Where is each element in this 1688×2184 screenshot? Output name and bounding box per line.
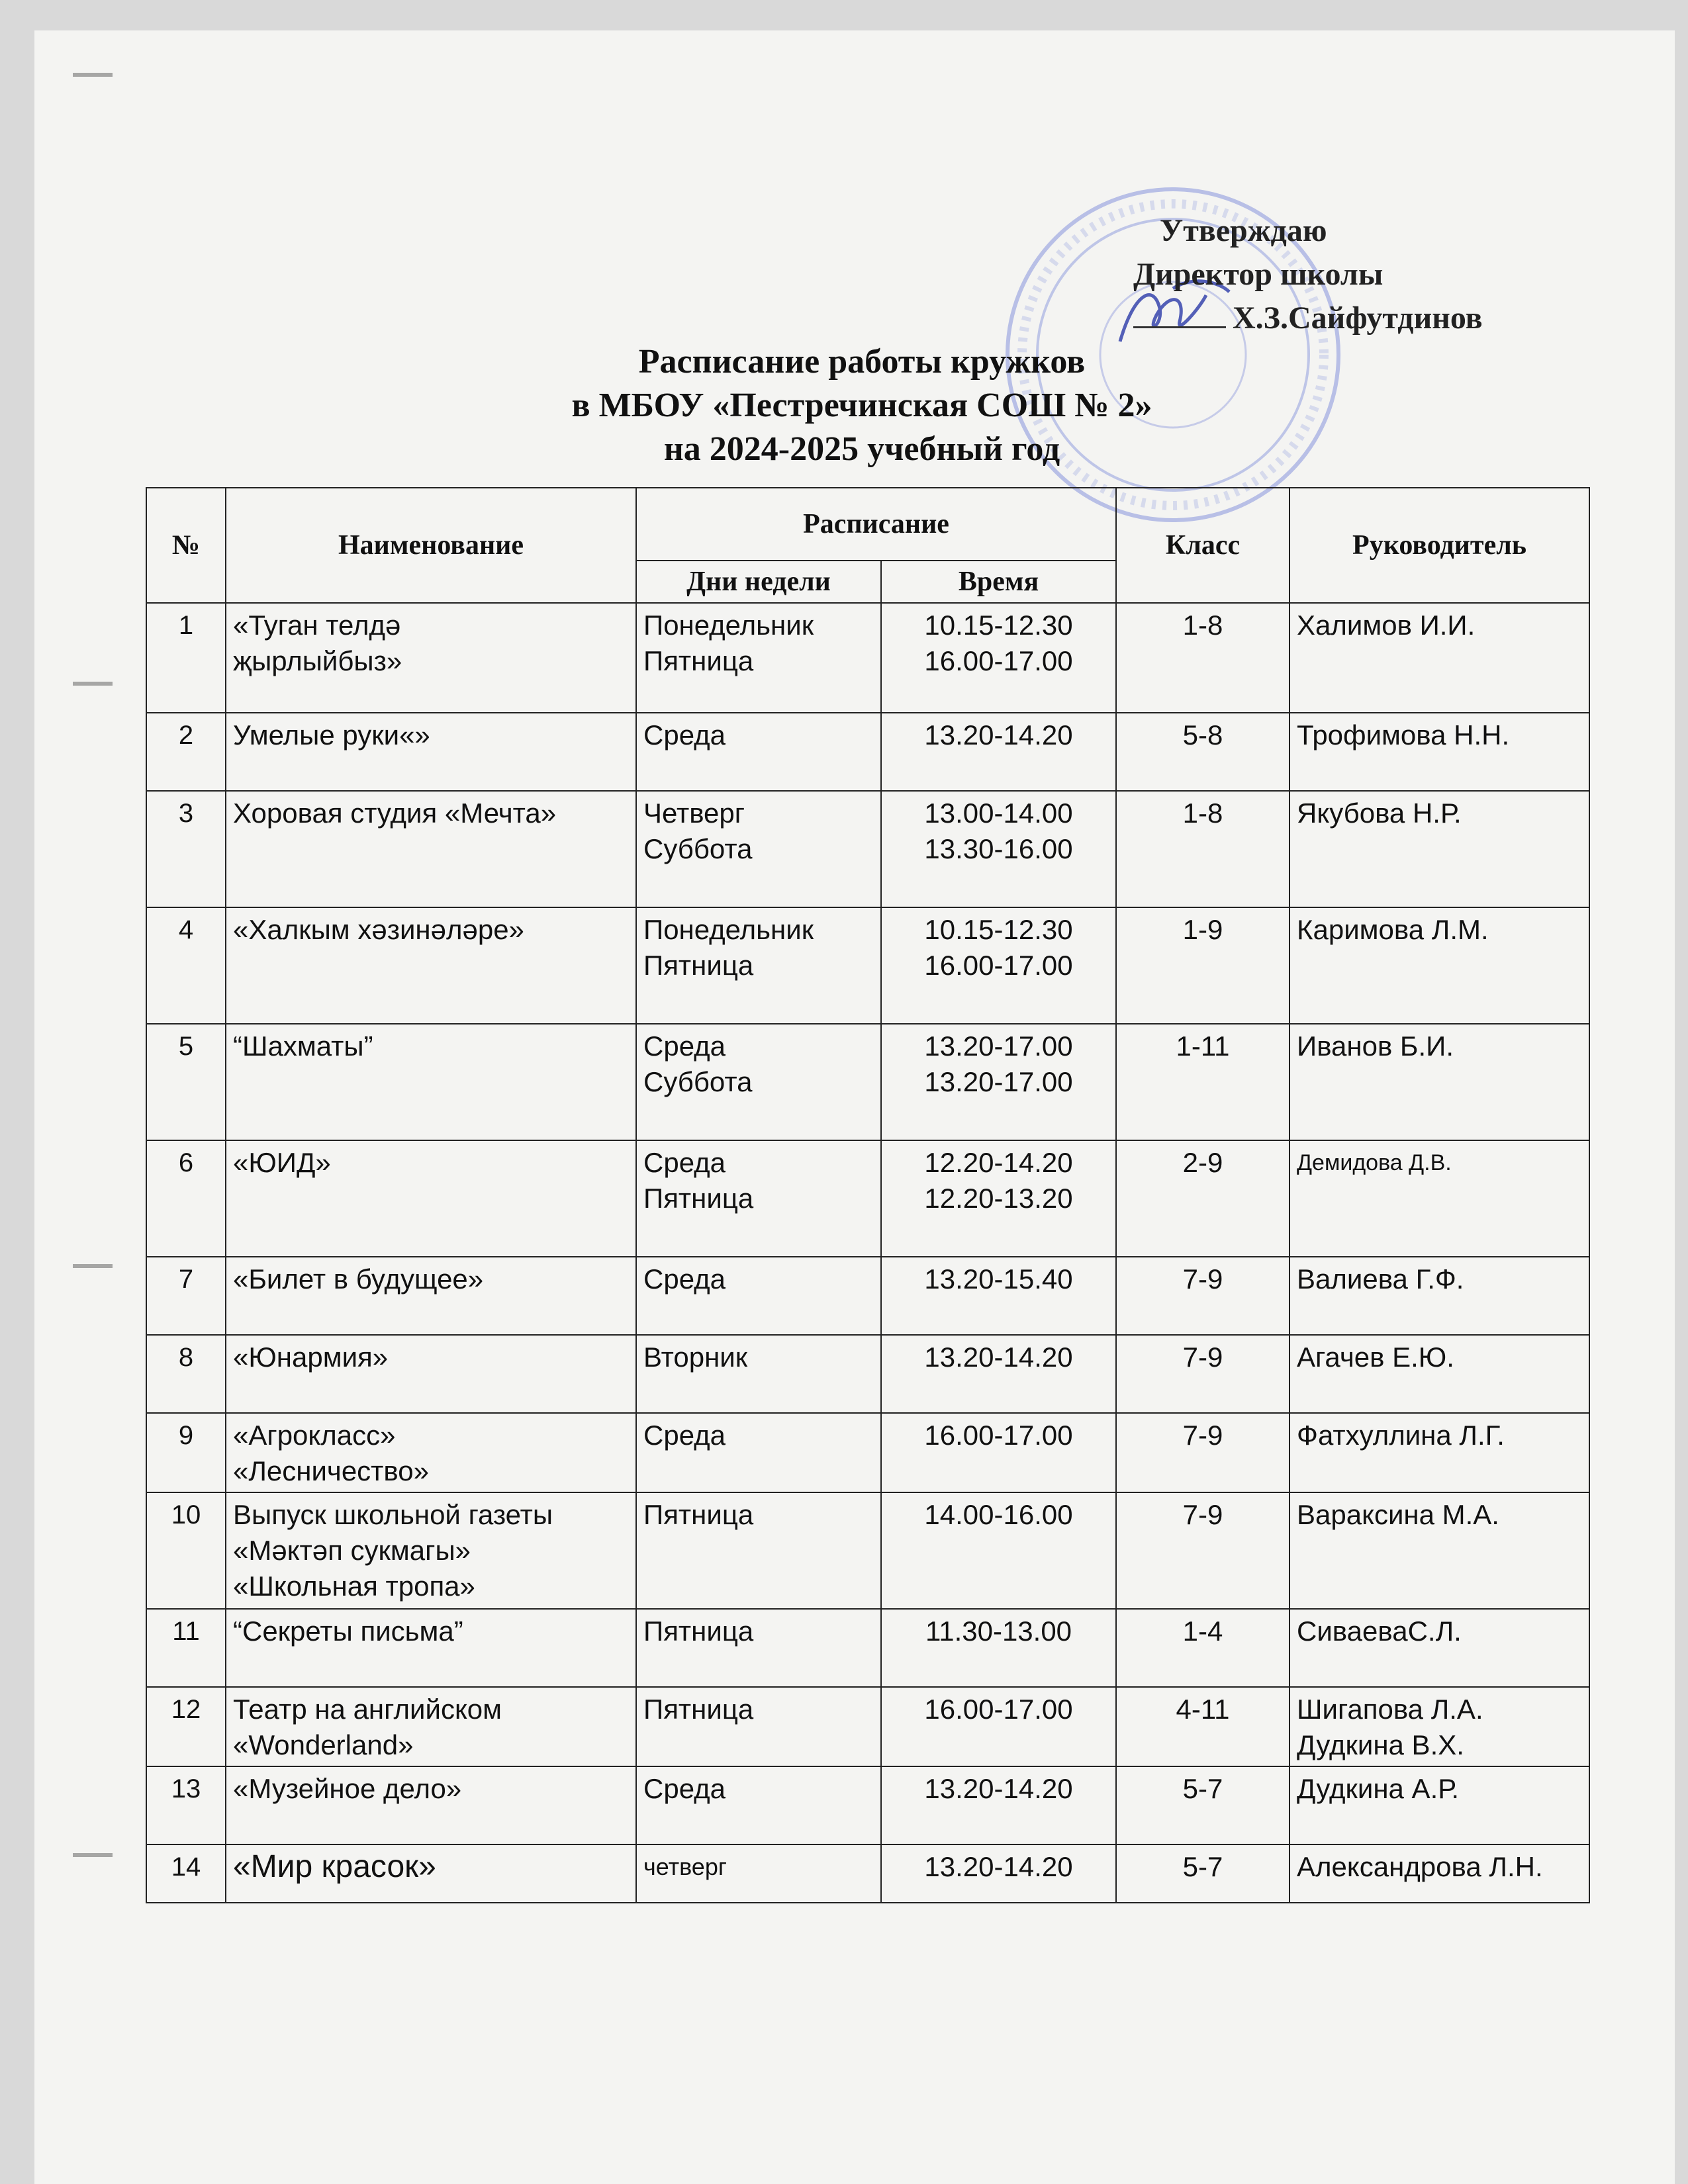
cell-class: 5-7 <box>1116 1844 1289 1903</box>
cell-name: «ЮИД» <box>226 1140 636 1257</box>
header-class: Класс <box>1116 488 1289 603</box>
cell-class: 2-9 <box>1116 1140 1289 1257</box>
approval-line-3 <box>1133 296 1483 340</box>
cell-time: 13.20-14.20 <box>881 1335 1116 1413</box>
cell-time: 13.20-14.20 <box>881 1766 1116 1844</box>
cell-num: 12 <box>146 1687 226 1766</box>
cell-leader: Дудкина А.Р. <box>1289 1766 1589 1844</box>
table-row <box>146 1766 1589 1844</box>
cell-num: 4 <box>146 907 226 1024</box>
title-line-3: на 2024-2025 учебный год <box>663 430 1060 468</box>
cell-leader: Александрова Л.Н. <box>1289 1844 1589 1903</box>
signature-line <box>1133 326 1226 328</box>
cell-time: 14.00-16.00 <box>881 1492 1116 1609</box>
cell-days: Понедельник Пятница <box>636 603 881 713</box>
table-row <box>146 1687 1589 1766</box>
table-row <box>146 1609 1589 1687</box>
cell-num: 3 <box>146 791 226 907</box>
cell-leader: Трофимова Н.Н. <box>1289 713 1589 791</box>
cell-num: 13 <box>146 1766 226 1844</box>
cell-class: 1-4 <box>1116 1609 1289 1687</box>
header-leader: Руководитель <box>1289 488 1589 603</box>
scan-mark <box>73 73 113 77</box>
cell-class: 5-8 <box>1116 713 1289 791</box>
document-title <box>432 340 1292 471</box>
cell-num: 6 <box>146 1140 226 1257</box>
cell-leader: Агачев Е.Ю. <box>1289 1335 1589 1413</box>
cell-time: 10.15-12.30 16.00-17.00 <box>881 603 1116 713</box>
cell-time: 11.30-13.00 <box>881 1609 1116 1687</box>
cell-time: 13.20-14.20 <box>881 1844 1116 1903</box>
cell-class: 7-9 <box>1116 1257 1289 1335</box>
cell-days: Среда <box>636 713 881 791</box>
cell-leader: Халимов И.И. <box>1289 603 1589 713</box>
cell-days: Среда Суббота <box>636 1024 881 1140</box>
table-row <box>146 1844 1589 1903</box>
scan-mark <box>73 682 113 686</box>
table-row <box>146 1335 1589 1413</box>
approval-line-2: Директор школы <box>1133 257 1383 292</box>
table-row <box>146 1024 1589 1140</box>
cell-name: Хоровая студия «Мечта» <box>226 791 636 907</box>
cell-days: четверг <box>636 1844 881 1903</box>
table-row <box>146 713 1589 791</box>
cell-name: “Шахматы” <box>226 1024 636 1140</box>
cell-num: 9 <box>146 1413 226 1492</box>
cell-num: 5 <box>146 1024 226 1140</box>
cell-class: 1-8 <box>1116 791 1289 907</box>
header-name: Наименование <box>226 488 636 603</box>
cell-class: 7-9 <box>1116 1413 1289 1492</box>
cell-class: 1-8 <box>1116 603 1289 713</box>
cell-num: 8 <box>146 1335 226 1413</box>
cell-time: 13.20-14.20 <box>881 713 1116 791</box>
table-row <box>146 1492 1589 1609</box>
cell-days: Среда Пятница <box>636 1140 881 1257</box>
cell-class: 1-11 <box>1116 1024 1289 1140</box>
title-line-2: в МБОУ «Пестречинская СОШ № 2» <box>571 387 1152 424</box>
cell-name: Театр на английском «Wonderland» <box>226 1687 636 1766</box>
cell-class: 4-11 <box>1116 1687 1289 1766</box>
cell-class: 5-7 <box>1116 1766 1289 1844</box>
cell-days: Четверг Суббота <box>636 791 881 907</box>
cell-name: Умелые руки«» <box>226 713 636 791</box>
cell-leader: Валиева Г.Ф. <box>1289 1257 1589 1335</box>
cell-time: 13.20-17.00 13.20-17.00 <box>881 1024 1116 1140</box>
header-days: Дни недели <box>636 561 881 603</box>
cell-leader: Иванов Б.И. <box>1289 1024 1589 1140</box>
cell-leader: Фатхуллина Л.Г. <box>1289 1413 1589 1492</box>
cell-num: 2 <box>146 713 226 791</box>
cell-class: 7-9 <box>1116 1492 1289 1609</box>
cell-name: «Халкым хәзинәләре» <box>226 907 636 1024</box>
cell-days: Среда <box>636 1766 881 1844</box>
cell-days: Пятница <box>636 1609 881 1687</box>
cell-name: «Агрокласс» «Лесничество» <box>226 1413 636 1492</box>
cell-days: Среда <box>636 1257 881 1335</box>
approval-line-1: Утверждаю <box>1160 213 1327 248</box>
cell-time: 13.00-14.00 13.30-16.00 <box>881 791 1116 907</box>
cell-days: Пятница <box>636 1687 881 1766</box>
header-num: № <box>146 488 226 603</box>
approval-block <box>1133 209 1483 340</box>
scan-mark <box>73 1264 113 1268</box>
cell-num: 14 <box>146 1844 226 1903</box>
cell-name: “Секреты письма” <box>226 1609 636 1687</box>
cell-days: Среда <box>636 1413 881 1492</box>
cell-name: «Мир красок» <box>226 1844 636 1903</box>
director-name: Х.З.Сайфутдинов <box>1233 300 1483 336</box>
table-row <box>146 1140 1589 1257</box>
header-schedule: Расписание <box>636 488 1116 561</box>
table-row <box>146 1413 1589 1492</box>
cell-leader: Каримова Л.М. <box>1289 907 1589 1024</box>
cell-leader: СиваеваС.Л. <box>1289 1609 1589 1687</box>
cell-num: 11 <box>146 1609 226 1687</box>
cell-time: 12.20-14.20 12.20-13.20 <box>881 1140 1116 1257</box>
cell-time: 16.00-17.00 <box>881 1413 1116 1492</box>
table-row <box>146 907 1589 1024</box>
cell-num: 1 <box>146 603 226 713</box>
cell-leader: Якубова Н.Р. <box>1289 791 1589 907</box>
schedule-table <box>146 487 1590 1903</box>
scan-mark <box>73 1853 113 1857</box>
table-row <box>146 603 1589 713</box>
cell-days: Вторник <box>636 1335 881 1413</box>
cell-time: 13.20-15.40 <box>881 1257 1116 1335</box>
header-time: Время <box>881 561 1116 603</box>
cell-leader: Демидова Д.В. <box>1289 1140 1589 1257</box>
table-row <box>146 1257 1589 1335</box>
cell-days: Пятница <box>636 1492 881 1609</box>
title-line-1: Расписание работы кружков <box>638 343 1086 381</box>
table-row <box>146 791 1589 907</box>
cell-time: 16.00-17.00 <box>881 1687 1116 1766</box>
cell-num: 7 <box>146 1257 226 1335</box>
cell-num: 10 <box>146 1492 226 1609</box>
cell-name: «Музейное дело» <box>226 1766 636 1844</box>
cell-days: Понедельник Пятница <box>636 907 881 1024</box>
cell-name: Выпуск школьной газеты «Мәктәп сукмагы» «Школьная тропа» <box>226 1492 636 1609</box>
cell-class: 1-9 <box>1116 907 1289 1024</box>
cell-time: 10.15-12.30 16.00-17.00 <box>881 907 1116 1024</box>
cell-class: 7-9 <box>1116 1335 1289 1413</box>
cell-leader: Шигапова Л.А. Дудкина В.Х. <box>1289 1687 1589 1766</box>
cell-leader: Вараксина М.А. <box>1289 1492 1589 1609</box>
cell-name: «Туган телдә җырлыйбыз» <box>226 603 636 713</box>
cell-name: «Юнармия» <box>226 1335 636 1413</box>
cell-name: «Билет в будущее» <box>226 1257 636 1335</box>
